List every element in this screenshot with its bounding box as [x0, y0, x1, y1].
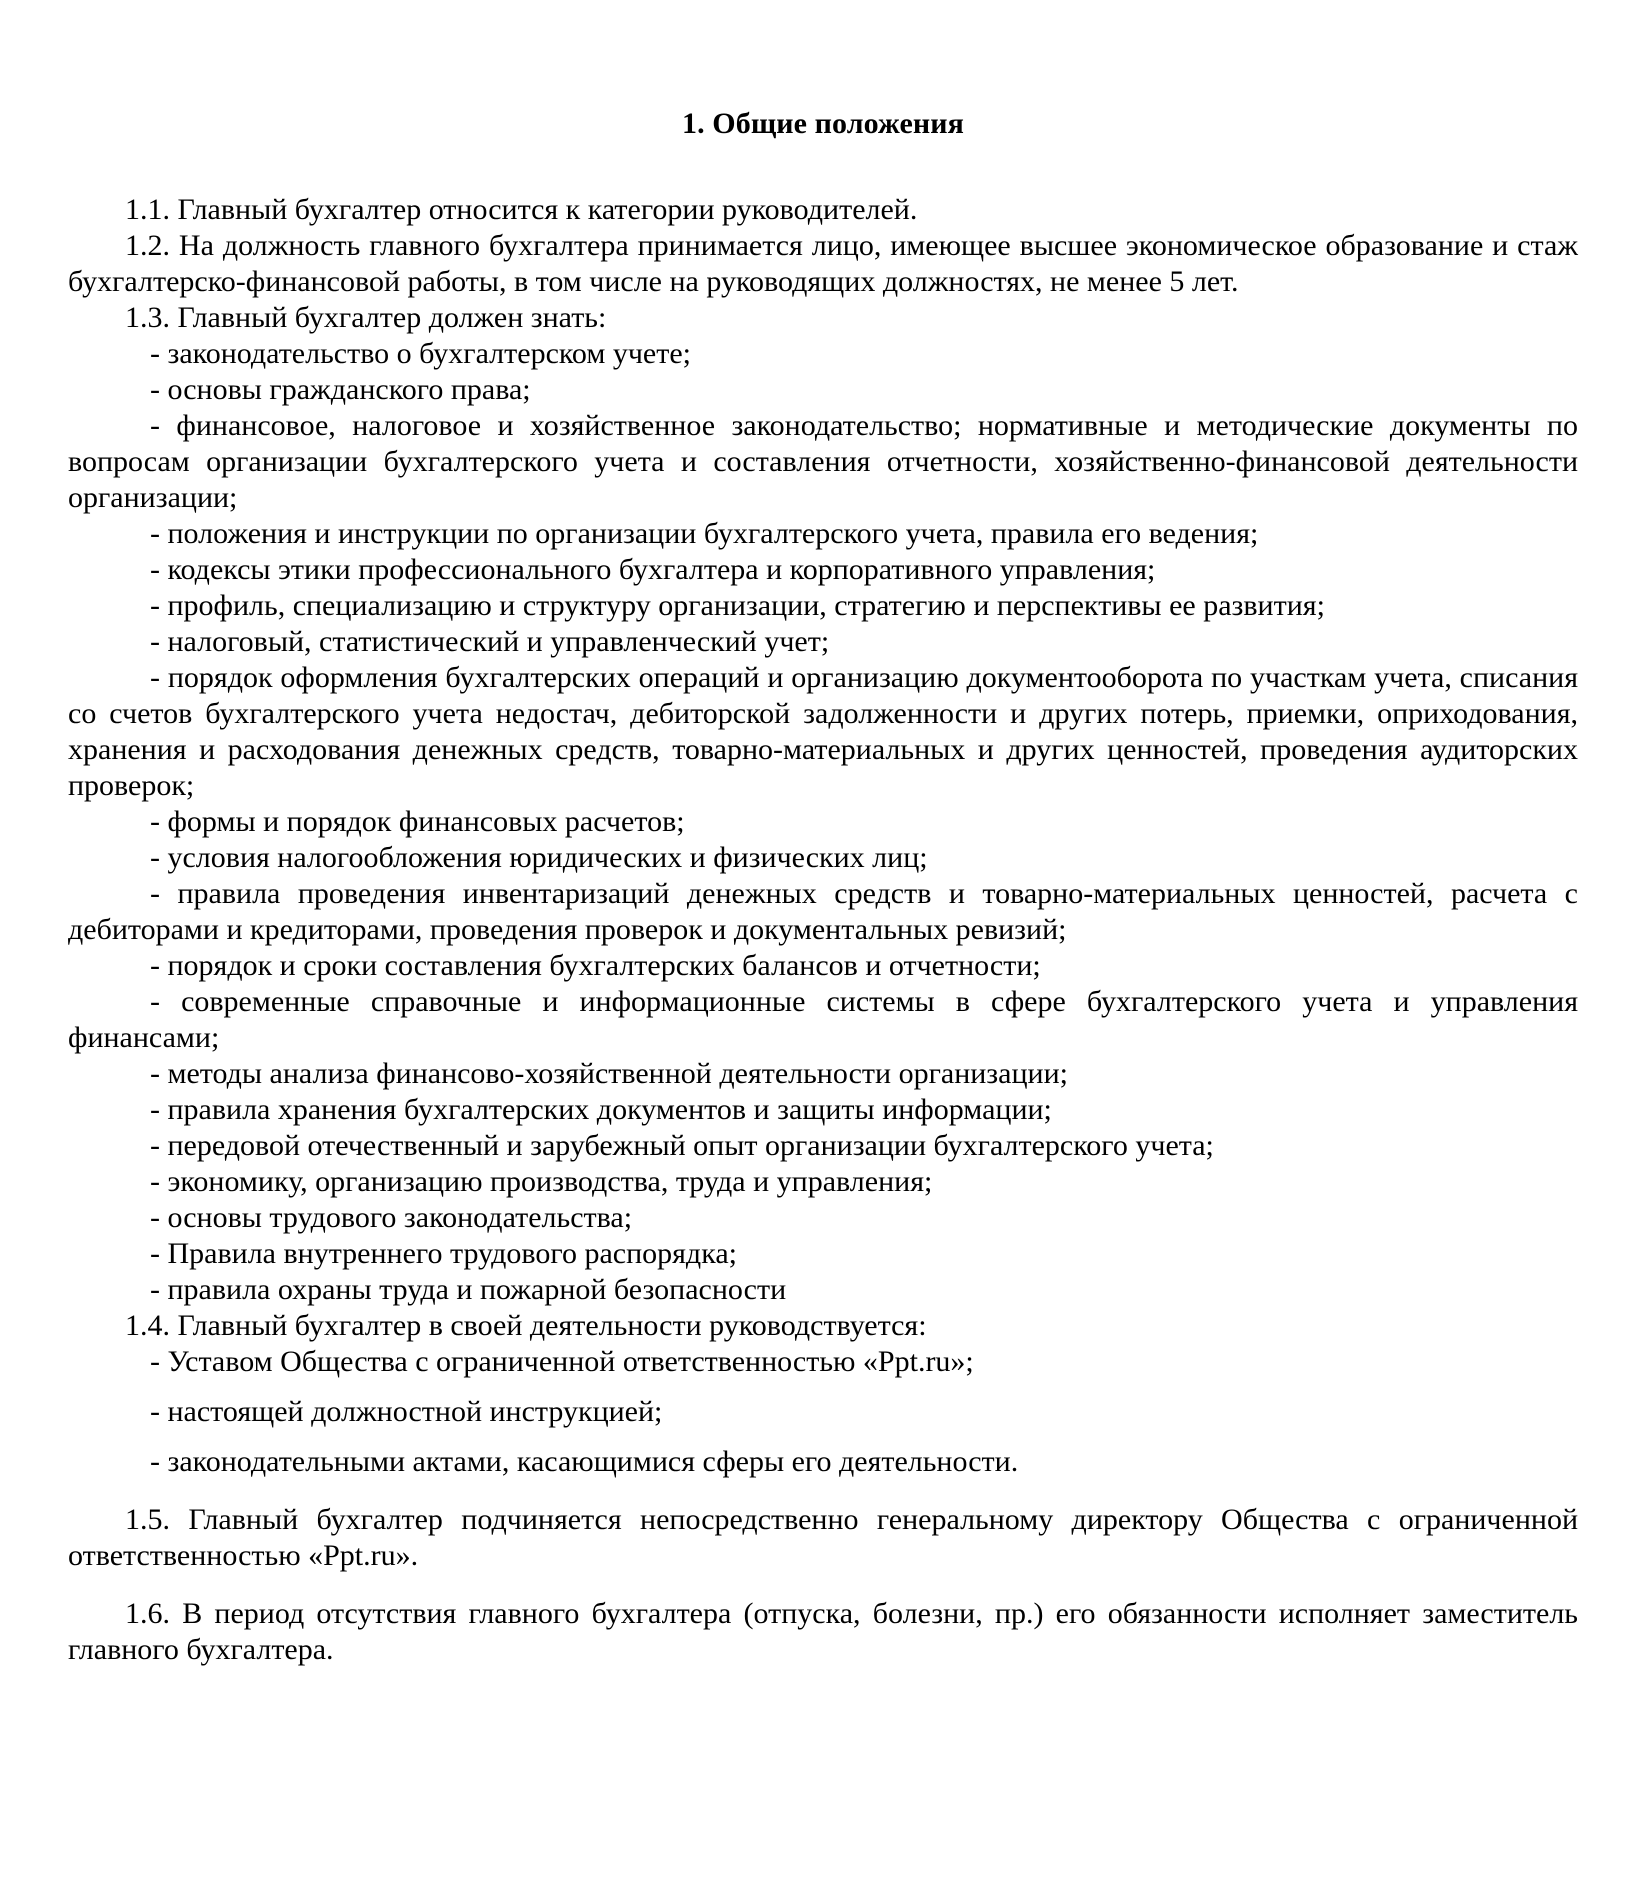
- paragraph-1-4: 1.4. Главный бухгалтер в своей деятельности руководствуется:: [125, 1309, 927, 1342]
- list-item-knowledge-20: - правила охраны труда и пожарной безопасности: [150, 1273, 787, 1306]
- guide-spacer-2: [68, 1430, 1578, 1444]
- list-item-knowledge-9: - формы и порядок финансовых расчетов;: [150, 805, 685, 838]
- list-item-knowledge-2: - основы гражданского права;: [150, 373, 531, 406]
- list-item-knowledge-15: - правила хранения бухгалтерских документов и защиты информации;: [150, 1093, 1052, 1126]
- list-item-knowledge-4: - положения и инструкции по организации бухгалтерского учета, правила его ведения;: [150, 517, 1259, 550]
- paragraph-1-1: 1.1. Главный бухгалтер относится к категории руководителей.: [125, 193, 918, 226]
- list-item-knowledge-14: - методы анализа финансово-хозяйственной деятельности организации;: [150, 1057, 1068, 1090]
- list-item-guide-1: - Уставом Общества с ограниченной ответственностью «Ppt.ru»;: [150, 1345, 974, 1378]
- paragraph-1-6: 1.6. В период отсутствия главного бухгалтера (отпуска, болезни, пр.) его обязанности исполняет заместитель главного бухгалтера.: [68, 1597, 1578, 1666]
- list-item-knowledge-12: - порядок и сроки составления бухгалтерских балансов и отчетности;: [150, 949, 1041, 982]
- list-item-knowledge-19: - Правила внутреннего трудового распорядка;: [150, 1237, 737, 1270]
- guide-spacer-1: [68, 1380, 1578, 1394]
- list-item-knowledge-17: - экономику, организацию производства, труда и управления;: [150, 1165, 933, 1198]
- paragraph-1-5: 1.5. Главный бухгалтер подчиняется непосредственно генеральному директору Общества с ограниченной ответственностью «Ppt.ru».: [68, 1503, 1578, 1572]
- list-item-knowledge-1: - законодательство о бухгалтерском учете;: [150, 337, 692, 370]
- list-item-guide-2: - настоящей должностной инструкцией;: [150, 1395, 663, 1428]
- section-spacer-2: [68, 1574, 1578, 1596]
- page-title: 1. Общие положения: [681, 107, 964, 140]
- list-item-knowledge-13: - современные справочные и информационные системы в сфере бухгалтерского учета и управления финансами;: [68, 985, 1578, 1054]
- list-item-knowledge-11: - правила проведения инвентаризаций денежных средств и товарно-материальных ценностей, расчета с дебиторами и кредиторами, проведения проверок и документальных ревизий;: [68, 877, 1578, 946]
- title-spacer: [68, 142, 1578, 192]
- list-item-knowledge-8: - порядок оформления бухгалтерских операций и организацию документооборота по участкам учета, списания со счетов бухгалтерского учета недостач, дебиторской задолженности и других потерь, приемки, оприходования, хранения и расходования денежных средств, товарно-материальных и других ценностей, проведения аудиторских проверок;: [68, 661, 1578, 802]
- list-item-knowledge-10: - условия налогообложения юридических и физических лиц;: [150, 841, 928, 874]
- list-item-knowledge-6: - профиль, специализацию и структуру организации, стратегию и перспективы ее развития;: [150, 589, 1325, 622]
- paragraph-1-3: 1.3. Главный бухгалтер должен знать:: [125, 301, 607, 334]
- list-item-knowledge-16: - передовой отечественный и зарубежный опыт организации бухгалтерского учета;: [150, 1129, 1214, 1162]
- section-spacer-1: [68, 1480, 1578, 1502]
- list-item-knowledge-5: - кодексы этики профессионального бухгалтера и корпоративного управления;: [150, 553, 1156, 586]
- list-item-guide-3: - законодательными актами, касающимися сферы его деятельности.: [150, 1445, 1019, 1478]
- list-item-knowledge-7: - налоговый, статистический и управленческий учет;: [150, 625, 830, 658]
- list-item-knowledge-3: - финансовое, налоговое и хозяйственное законодательство; нормативные и методические документы по вопросам организации бухгалтерского учета и составления отчетности, хозяйственно-финансовой деятельности организации;: [68, 409, 1578, 514]
- document-body: [68, 0, 1578, 1668]
- paragraph-1-2: 1.2. На должность главного бухгалтера принимается лицо, имеющее высшее экономическое образование и стаж бухгалтерско-финансовой работы, в том числе на руководящих должностях, не менее 5 лет.: [68, 229, 1578, 298]
- list-item-knowledge-18: - основы трудового законодательства;: [150, 1201, 633, 1234]
